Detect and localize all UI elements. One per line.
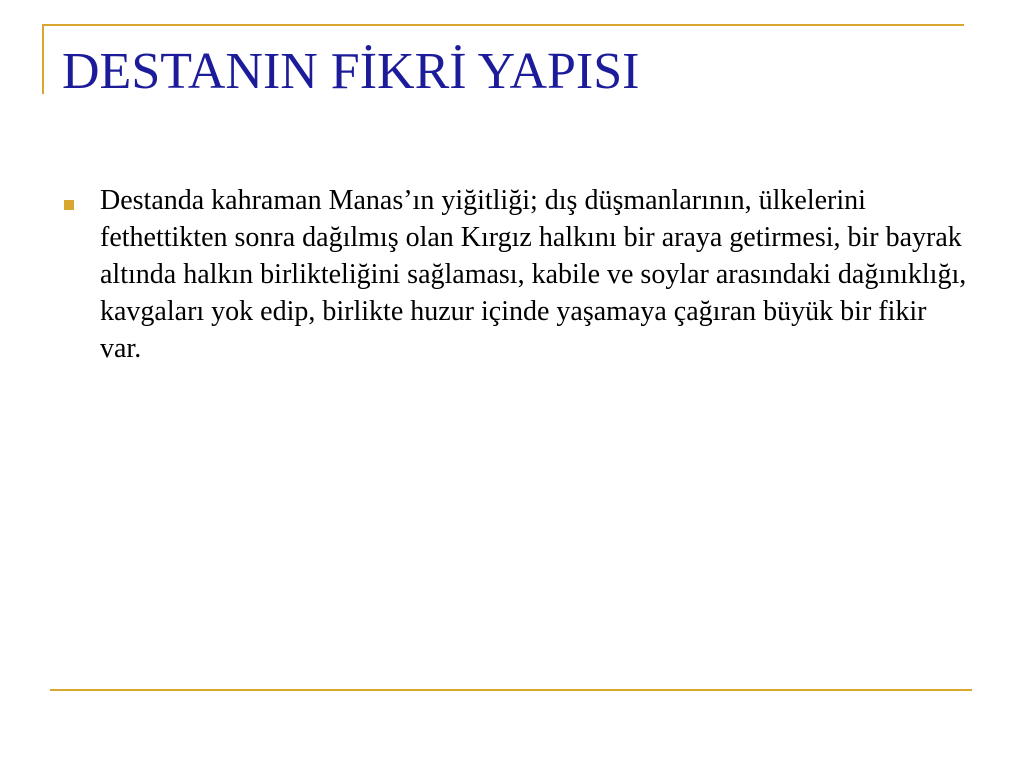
left-border-line: [42, 24, 44, 94]
slide-body: [58, 182, 968, 367]
bottom-border-line: [50, 689, 972, 691]
top-border-line: [42, 24, 964, 26]
slide-title: DESTANIN FİKRİ YAPISI: [62, 43, 640, 100]
square-bullet-icon: [64, 200, 74, 210]
bullet-text: Destanda kahraman Manas’ın yiğitliği; dış düşmanlarının, ülkelerini fethettikten sonra dağılmış olan Kırgız halkını bir araya getirmesi, bir bayrak altında halkın birlikteliğini sağlaması, kabile ve soylar arasındaki dağınıklığı, kavgaları yok edip, birlikte huzur içinde yaşamaya çağıran büyük bir fikir var.: [100, 185, 967, 364]
bullet-item: [58, 182, 968, 367]
